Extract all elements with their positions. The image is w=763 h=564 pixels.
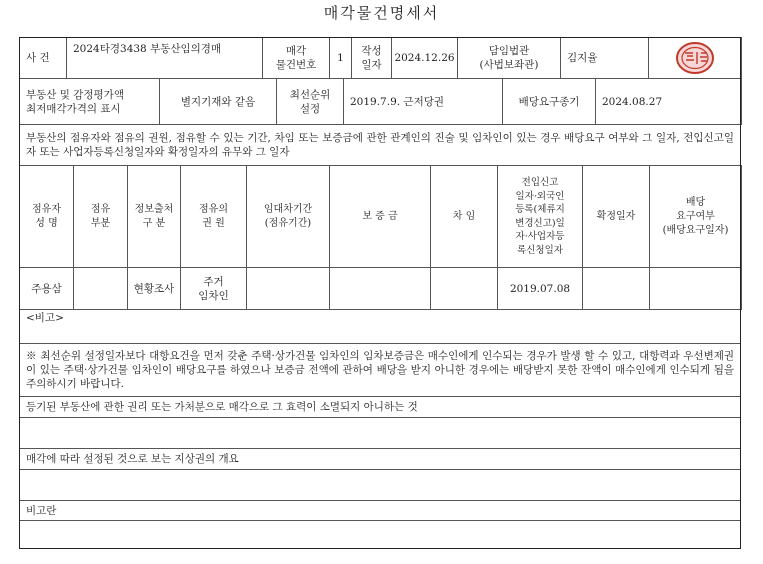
col-info-source: 정보출처 구 분 [128,166,181,268]
table-row [20,268,742,310]
court-seal-icon [675,41,715,75]
col-occupancy-right: 점유의 권 원 [181,166,247,268]
occupancy-note: 부동산의 점유자와 점유의 권원, 점유할 수 있는 기간, 차임 또는 보증금에 관한 관계인의 진술 및 임차인이 있는 경우 배당요구 여부와 그 일자, 전입신고일자 또는 사업자등록신청일자와 확정일자의 유무와 그 일자 [20,125,741,166]
section-unextinguished-rights-label: 등기된 부동산에 관한 권리 또는 가처분으로 매각으로 그 효력이 소멸되지 아니하는 것 [20,397,741,418]
item-no-value: 1 [330,38,352,79]
remark-label: <비고> [20,310,741,344]
rent-cell [431,268,498,310]
appraisal-table [19,78,742,125]
first-priority-label: 최선순위 설정 [277,79,344,125]
col-dividend-request: 배당 요구여부 (배당요구일자) [650,166,742,268]
header-table [19,37,742,79]
appraisal-value: 별지기재와 같음 [160,79,277,125]
occupant-header-row [20,166,742,268]
col-occupant-name: 점유자 성 명 [20,166,74,268]
col-move-in-date: 전입신고 일자·외국인 등록(체류지 변경신고)일 자·사업자등 록신청일자 [498,166,583,268]
written-date-label: 작성 일자 [352,38,392,79]
occupied-part-cell [74,268,128,310]
section-surface-rights-label: 매각에 따라 설정된 것으로 보는 지상권의 개요 [20,449,741,470]
occupancy-right-cell: 주거 임차인 [181,268,247,310]
occupant-name-cell: 주용삼 [20,268,74,310]
lease-period-cell [247,268,330,310]
dividend-request-cell [650,268,742,310]
section-surface-rights-value [20,470,741,501]
written-date-value: 2024.12.26 [392,38,458,79]
seal-cell [649,38,742,79]
col-rent: 차 임 [431,166,498,268]
judge-label: 담임법관 (사법보좌관) [458,38,561,79]
col-lease-period: 임대차기간 (점유기간) [247,166,330,268]
case-label: 사 건 [20,38,67,79]
warning-text: ※ 최선순위 설정일자보다 대항요건을 먼저 갖춘 주택·상가건물 임차인의 임차보증금은 매수인에게 인수되는 경우가 발생 할 수 있고, 대항력과 우선변제권이 있는 주택·상가건물 임차인이 배당요구를 하였으나 보증금 전액에 관하여 배당을 받지 아니한 경우에는 배당받지 못한 잔액이 매수인에게 인수되게 됨을 주의하시기 바랍니다. [20,344,741,397]
deposit-cell [330,268,431,310]
occupant-table [19,165,742,310]
document-title: 매각물건명세서 [323,4,440,22]
case-value: 2024타경3438 부동산임의경매 [67,38,263,79]
item-no-label: 매각 물건번호 [263,38,330,79]
first-priority-value: 2019.7.9. 근저당권 [344,79,503,125]
section-remarks-value [20,521,741,549]
section-unextinguished-rights-value [20,418,741,449]
remark-table [19,309,741,549]
col-deposit: 보 증 금 [330,166,431,268]
col-occupied-part: 점유 부분 [74,166,128,268]
appraisal-label: 부동산 및 감정평가액 최저매각가격의 표시 [20,79,160,125]
section-remarks-label: 비고란 [20,501,741,521]
info-source-cell: 현황조사 [128,268,181,310]
fixed-date-cell [583,268,650,310]
move-in-date-cell: 2019.07.08 [498,268,583,310]
dividend-deadline-label: 배당요구종기 [503,79,596,125]
occupancy-note-table [19,124,741,166]
judge-value: 김지율 [561,38,649,79]
col-fixed-date: 확정일자 [583,166,650,268]
dividend-deadline-value: 2024.08.27 [596,79,742,125]
